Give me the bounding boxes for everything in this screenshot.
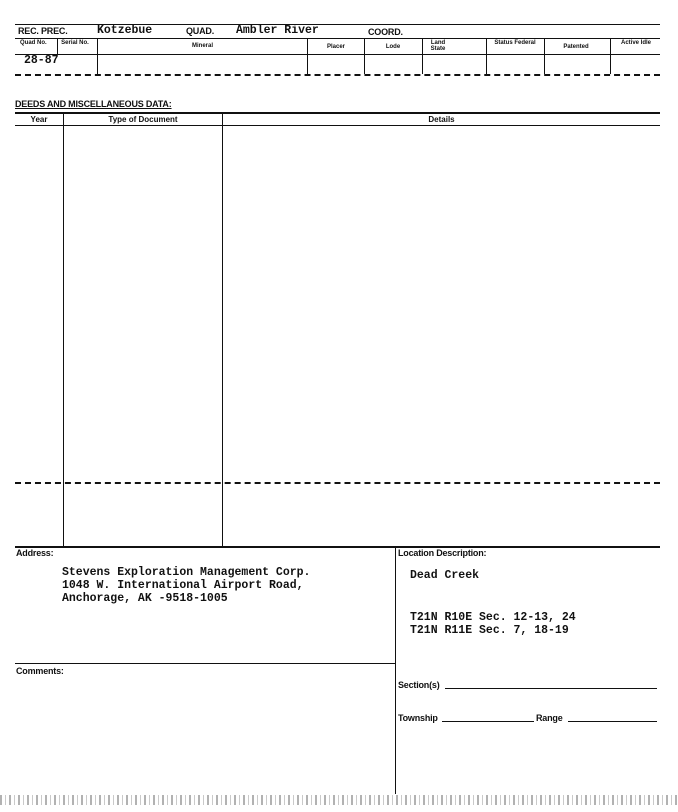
deeds-col-year: Year (30, 115, 48, 124)
section-label: Section(s) (398, 680, 440, 690)
col-patented: Patented (563, 44, 589, 50)
address-location-divider (395, 546, 396, 794)
header-rule-2 (15, 38, 660, 39)
address-line-1: Stevens Exploration Management Corp. (62, 566, 311, 579)
header-rule-3 (15, 54, 660, 55)
deeds-top-rule (15, 112, 660, 114)
address-label: Address: (16, 548, 54, 558)
coord-label: COORD. (368, 27, 403, 37)
township-line (442, 721, 534, 722)
deeds-vline-1 (63, 112, 64, 546)
hdr-vline-8 (610, 38, 611, 74)
location-line-2: T21N R11E Sec. 7, 18-19 (410, 624, 569, 637)
rec-prec-value: Kotzebue (97, 24, 153, 37)
location-line-1: T21N R10E Sec. 12-13, 24 (410, 611, 576, 624)
col-serial-no: Serial No. (61, 40, 89, 46)
deeds-col-details: Details (428, 115, 455, 124)
range-line (568, 721, 657, 722)
deeds-vline-2 (222, 112, 223, 546)
location-name: Dead Creek (410, 569, 480, 582)
address-line-3: Anchorage, AK -9518-1005 (62, 592, 228, 605)
deeds-section-title: DEEDS AND MISCELLANEOUS DATA: (15, 99, 172, 109)
col-status-federal: Status Federal (494, 40, 536, 46)
location-label: Location Description: (398, 548, 487, 558)
scan-artifact-edge (0, 795, 678, 805)
hdr-vline-5 (422, 38, 423, 74)
hdr-vline-2 (97, 38, 98, 74)
township-label: Township (398, 713, 438, 723)
quad-no-value: 28-87 (24, 54, 59, 67)
hdr-vline-6 (486, 38, 487, 74)
col-active-idle: Active Idle (620, 40, 651, 46)
section-line (445, 688, 657, 689)
hdr-vline-7 (544, 38, 545, 74)
col-placer: Placer (326, 44, 345, 50)
quad-label: QUAD. (186, 26, 214, 36)
hdr-vline-1 (57, 38, 58, 54)
col-quad-no: Quad No. (20, 40, 47, 46)
col-lode: Lode (385, 44, 401, 50)
comments-top-rule (15, 663, 395, 664)
quad-value: Ambler River (236, 24, 319, 37)
range-label: Range (536, 713, 563, 723)
deeds-col-type: Type of Document (108, 115, 178, 124)
col-land-state: Land State (430, 40, 446, 52)
hdr-vline-3 (307, 38, 308, 74)
hdr-vline-4 (364, 38, 365, 74)
address-line-2: 1048 W. International Airport Road, (62, 579, 304, 592)
col-mineral: Mineral (191, 43, 213, 49)
deeds-dashed-rule (15, 482, 660, 484)
comments-label: Comments: (16, 666, 64, 676)
header-top-rule (15, 24, 660, 25)
deeds-bottom-rule (15, 546, 660, 548)
deeds-header-rule (15, 125, 660, 126)
rec-prec-label: REC. PREC. (18, 26, 68, 36)
header-bottom-rule (15, 74, 660, 76)
